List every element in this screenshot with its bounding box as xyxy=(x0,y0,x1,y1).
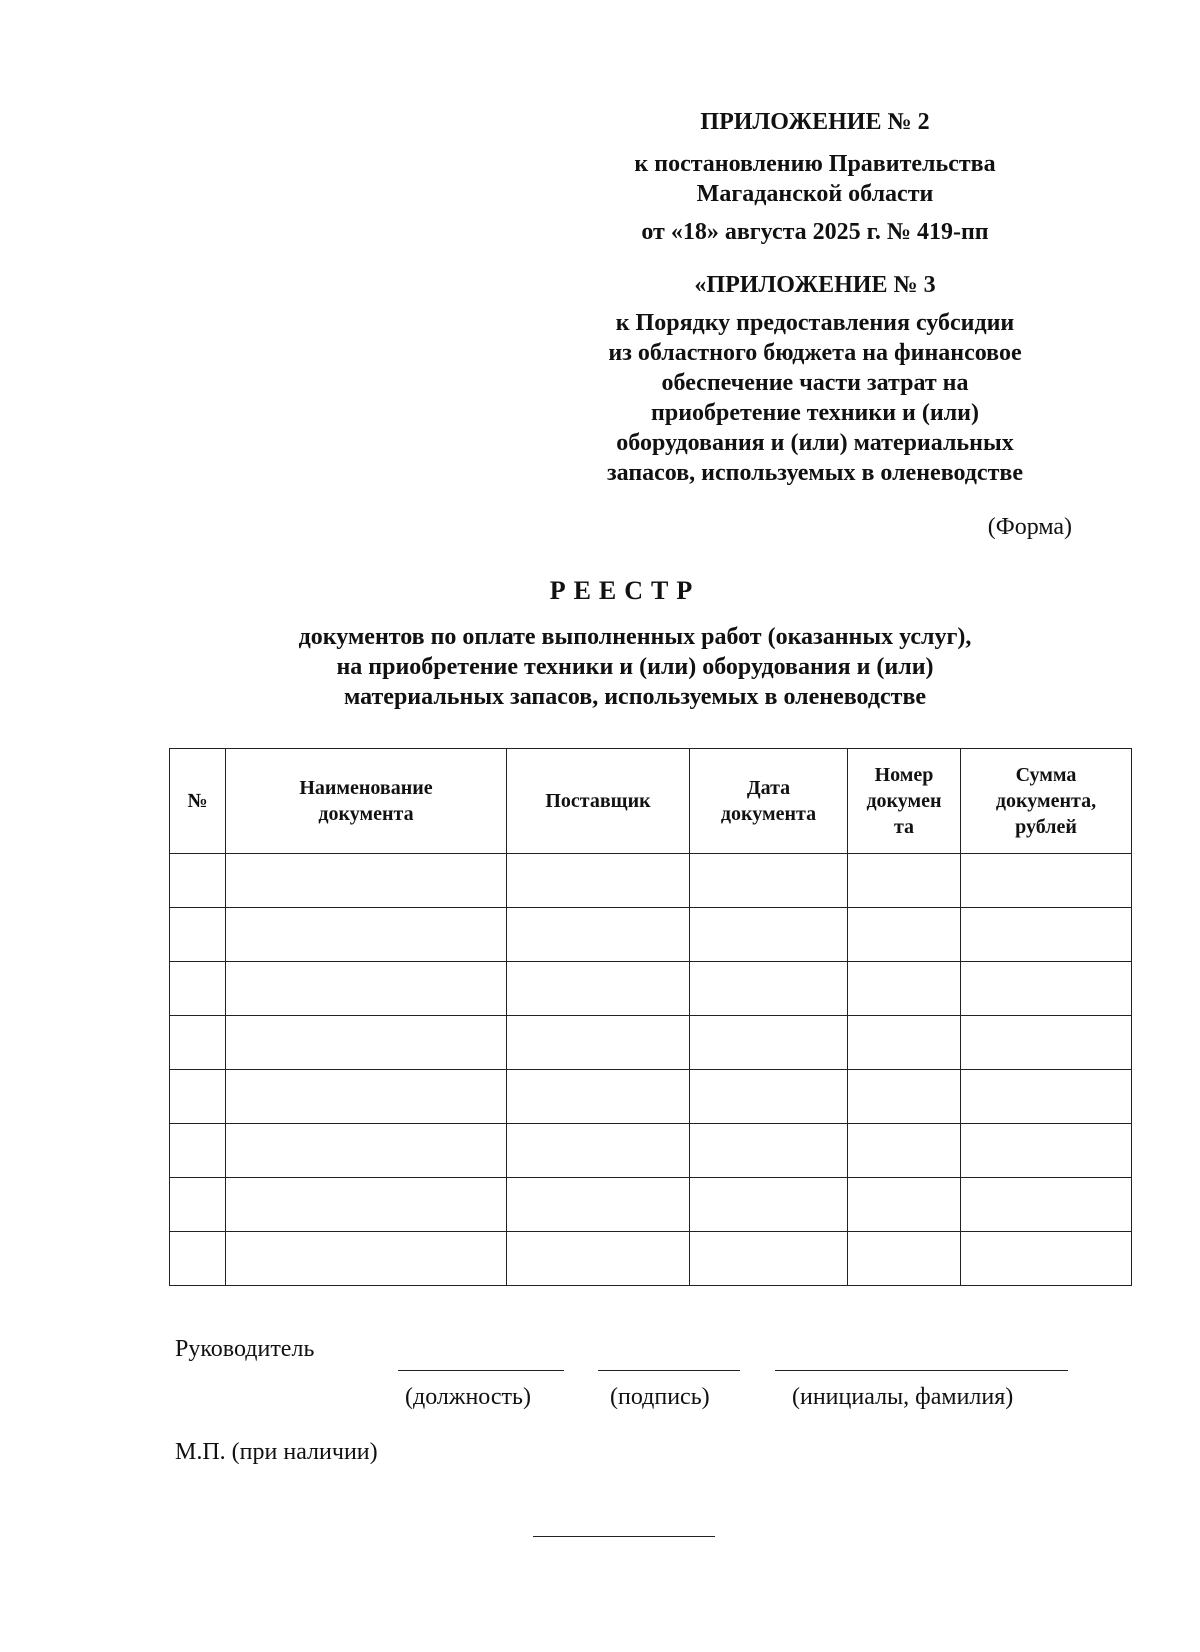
appendix-2-title: ПРИЛОЖЕНИЕ № 2 xyxy=(700,109,930,135)
table-cell[interactable] xyxy=(507,1016,690,1070)
signatory-label: Руководитель xyxy=(175,1336,315,1362)
appendix-2-line: к постановлению Правительства xyxy=(634,151,996,177)
table-cell[interactable] xyxy=(170,1124,226,1178)
subtitle-line: на приобретение техники и (или) оборудования и (или) xyxy=(336,654,934,680)
signature-blank-line xyxy=(598,1370,740,1371)
appendix-3-header xyxy=(570,270,1060,488)
appendix-3-line: запасов, используемых в оленеводстве xyxy=(606,460,1023,486)
column-header-document-name: Наименование документа xyxy=(226,749,507,854)
table-cell[interactable] xyxy=(226,1070,507,1124)
column-header-document-amount: Сумма документа, рублей xyxy=(961,749,1132,854)
table-cell[interactable] xyxy=(961,1232,1132,1286)
table-cell[interactable] xyxy=(226,854,507,908)
table-cell[interactable] xyxy=(507,1178,690,1232)
table-cell[interactable] xyxy=(961,1178,1132,1232)
table-cell[interactable] xyxy=(690,962,848,1016)
table-cell[interactable] xyxy=(170,962,226,1016)
appendix-3-line: обеспечение части затрат на xyxy=(661,370,969,396)
table-row xyxy=(170,1232,1132,1286)
table-cell[interactable] xyxy=(170,1232,226,1286)
subtitle-line: документов по оплате выполненных работ (оказанных услуг), xyxy=(298,624,972,650)
appendix-3-title: «ПРИЛОЖЕНИЕ № 3 xyxy=(694,272,936,298)
table-cell[interactable] xyxy=(961,1016,1132,1070)
table-cell[interactable] xyxy=(507,908,690,962)
table-cell[interactable] xyxy=(690,1016,848,1070)
table-cell[interactable] xyxy=(170,908,226,962)
closing-rule xyxy=(533,1536,715,1537)
column-header-document-number: Номер докумен та xyxy=(848,749,961,854)
appendix-3-line: к Порядку предоставления субсидии xyxy=(615,310,1015,336)
table-cell[interactable] xyxy=(961,908,1132,962)
name-blank-line xyxy=(775,1370,1068,1371)
subtitle-line: материальных запасов, используемых в оленеводстве xyxy=(343,684,927,710)
document-subtitle xyxy=(170,622,1100,712)
signature-caption: (подпись) xyxy=(610,1384,710,1410)
position-caption: (должность) xyxy=(405,1384,531,1410)
appendix-2-date: от «18» августа 2025 г. № 419-пп xyxy=(641,219,989,245)
column-header-document-date: Дата документа xyxy=(690,749,848,854)
document-title: РЕЕСТР xyxy=(549,576,701,605)
table-row xyxy=(170,854,1132,908)
table-cell[interactable] xyxy=(848,1070,961,1124)
table-cell[interactable] xyxy=(848,854,961,908)
table-cell[interactable] xyxy=(961,962,1132,1016)
table-cell[interactable] xyxy=(690,1232,848,1286)
seal-note: М.П. (при наличии) xyxy=(175,1439,378,1465)
table-cell[interactable] xyxy=(848,1016,961,1070)
column-header-number: № xyxy=(170,749,226,854)
table-cell[interactable] xyxy=(507,962,690,1016)
table-cell[interactable] xyxy=(226,1232,507,1286)
table-cell[interactable] xyxy=(226,1178,507,1232)
table-cell[interactable] xyxy=(690,1178,848,1232)
table-cell[interactable] xyxy=(961,1070,1132,1124)
column-header-supplier: Поставщик xyxy=(507,749,690,854)
table-cell[interactable] xyxy=(690,1070,848,1124)
name-caption: (инициалы, фамилия) xyxy=(792,1384,1014,1410)
registry-table xyxy=(169,748,1132,1286)
table-cell[interactable] xyxy=(961,854,1132,908)
table-cell[interactable] xyxy=(848,962,961,1016)
table-cell[interactable] xyxy=(226,1124,507,1178)
appendix-2-header xyxy=(570,107,1060,247)
appendix-3-line: из областного бюджета на финансовое xyxy=(608,340,1022,366)
table-body xyxy=(170,854,1132,1286)
table-cell[interactable] xyxy=(226,908,507,962)
table-cell[interactable] xyxy=(690,854,848,908)
table-cell[interactable] xyxy=(170,1178,226,1232)
table-row xyxy=(170,1070,1132,1124)
table-cell[interactable] xyxy=(170,1016,226,1070)
table-cell[interactable] xyxy=(507,1232,690,1286)
form-label: (Форма) xyxy=(987,514,1072,540)
table-cell[interactable] xyxy=(170,854,226,908)
table-row xyxy=(170,908,1132,962)
table-cell[interactable] xyxy=(507,1124,690,1178)
appendix-3-line: оборудования и (или) материальных xyxy=(616,430,1014,456)
table-cell[interactable] xyxy=(507,1070,690,1124)
table-row xyxy=(170,962,1132,1016)
table-cell[interactable] xyxy=(226,1016,507,1070)
table-cell[interactable] xyxy=(690,1124,848,1178)
table-cell[interactable] xyxy=(507,854,690,908)
table-cell[interactable] xyxy=(848,908,961,962)
table-cell[interactable] xyxy=(690,908,848,962)
table-header-row xyxy=(170,749,1132,854)
table-cell[interactable] xyxy=(961,1124,1132,1178)
appendix-3-line: приобретение техники и (или) xyxy=(651,400,979,426)
table-cell[interactable] xyxy=(848,1124,961,1178)
table-cell[interactable] xyxy=(848,1232,961,1286)
table-row xyxy=(170,1178,1132,1232)
appendix-2-line: Магаданской области xyxy=(696,181,934,207)
table-cell[interactable] xyxy=(848,1178,961,1232)
table-cell[interactable] xyxy=(226,962,507,1016)
table-row xyxy=(170,1016,1132,1070)
position-blank-line xyxy=(398,1370,564,1371)
table-cell[interactable] xyxy=(170,1070,226,1124)
table-row xyxy=(170,1124,1132,1178)
